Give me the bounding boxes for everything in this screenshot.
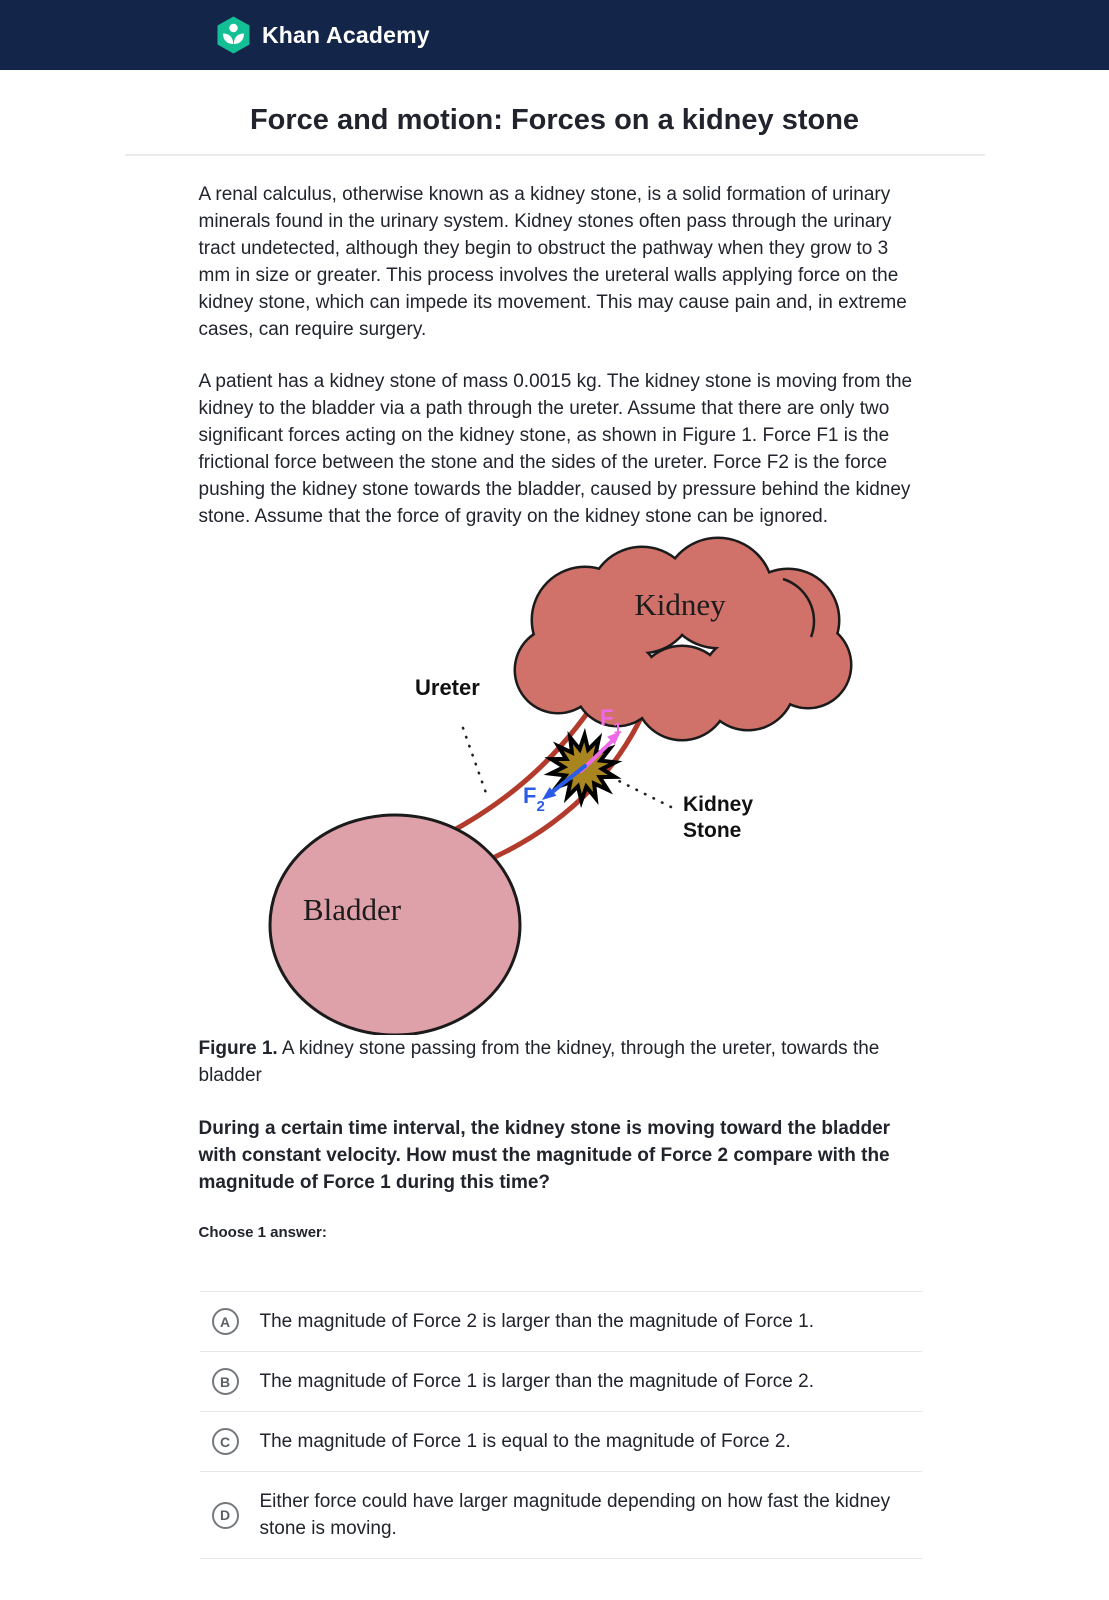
answer-option-d[interactable]	[200, 1471, 922, 1559]
figure-caption-number: Figure 1.	[198, 1038, 278, 1059]
content-container	[125, 181, 985, 1559]
intro-paragraph-1: A renal calculus, otherwise known as a kidney stone, is a solid formation of urinary minerals found in the urinary system. Kidney stones often pass through the urinary tract undetected, although they begin to obstruct the pathway when they grow to 3 mm in size or greater. This process involves the ureteral walls applying force on the kidney stone, which can impede its movement. This may cause pain and, in extreme cases, can require surgery.	[198, 184, 907, 340]
answer-options	[200, 1291, 922, 1559]
khan-academy-logo[interactable]	[215, 16, 430, 54]
figure-caption: Figure 1. A kidney stone passing from the kidney, through the ureter, towards the bladder	[198, 1038, 880, 1086]
figure-1	[255, 535, 855, 1035]
option-c-radio[interactable]: C	[212, 1428, 239, 1455]
answer-option-a[interactable]	[200, 1291, 922, 1351]
ureter-label: Ureter	[414, 675, 480, 700]
f2-label: $F_2$	[522, 783, 545, 815]
option-a-text: The magnitude of Force 2 is larger than the magnitude of Force 1.	[259, 1311, 814, 1332]
f1-label: $F_1$	[599, 705, 622, 737]
answer-option-c[interactable]	[200, 1411, 922, 1471]
kidney-stone-leader-line	[611, 777, 675, 809]
option-a-radio[interactable]: A	[212, 1308, 239, 1335]
title-divider	[125, 154, 985, 156]
page-title: Force and motion: Forces on a kidney stone	[249, 104, 860, 136]
khan-leaf-icon	[215, 16, 252, 54]
intro-paragraph-2: A patient has a kidney stone of mass 0.0015 kg. The kidney stone is moving from the kidney to the bladder via a path through the ureter. Assume that there are only two significant forces acting on the kidney stone, as shown in Figure 1. Force F1 is the frictional force between the stone and the sides of the ureter. Force F2 is the force pushing the kidney stone towards the bladder, caused by pressure behind the kidney stone. Assume that the force of gravity on the kidney stone can be ignored.	[198, 371, 913, 527]
option-c-text: The magnitude of Force 1 is equal to the magnitude of Force 2.	[259, 1431, 791, 1452]
figure-1-diagram	[255, 535, 855, 1035]
app-header	[0, 0, 1109, 70]
brand-name: Khan Academy	[262, 21, 430, 48]
kidney-stone-label-line1: Kidney	[682, 793, 753, 816]
kidney-label: Kidney	[633, 587, 726, 622]
bladder-label: Bladder	[302, 892, 401, 927]
answer-option-b[interactable]	[200, 1351, 922, 1411]
option-d-text: Either force could have larger magnitude depending on how fast the kidney stone is moving.	[259, 1491, 891, 1539]
choose-answer-label: Choose 1 answer:	[198, 1224, 327, 1241]
option-b-text: The magnitude of Force 1 is larger than the magnitude of Force 2.	[259, 1371, 814, 1392]
kidney-stone-label-line2: Stone	[682, 819, 741, 842]
ureter-leader-line	[463, 728, 486, 793]
option-d-radio[interactable]: D	[212, 1502, 239, 1529]
option-b-radio[interactable]: B	[212, 1368, 239, 1395]
question-prompt: During a certain time interval, the kidney stone is moving toward the bladder with constant velocity. How must the magnitude of Force 2 compare with the magnitude of Force 1 during this time?	[198, 1118, 891, 1193]
